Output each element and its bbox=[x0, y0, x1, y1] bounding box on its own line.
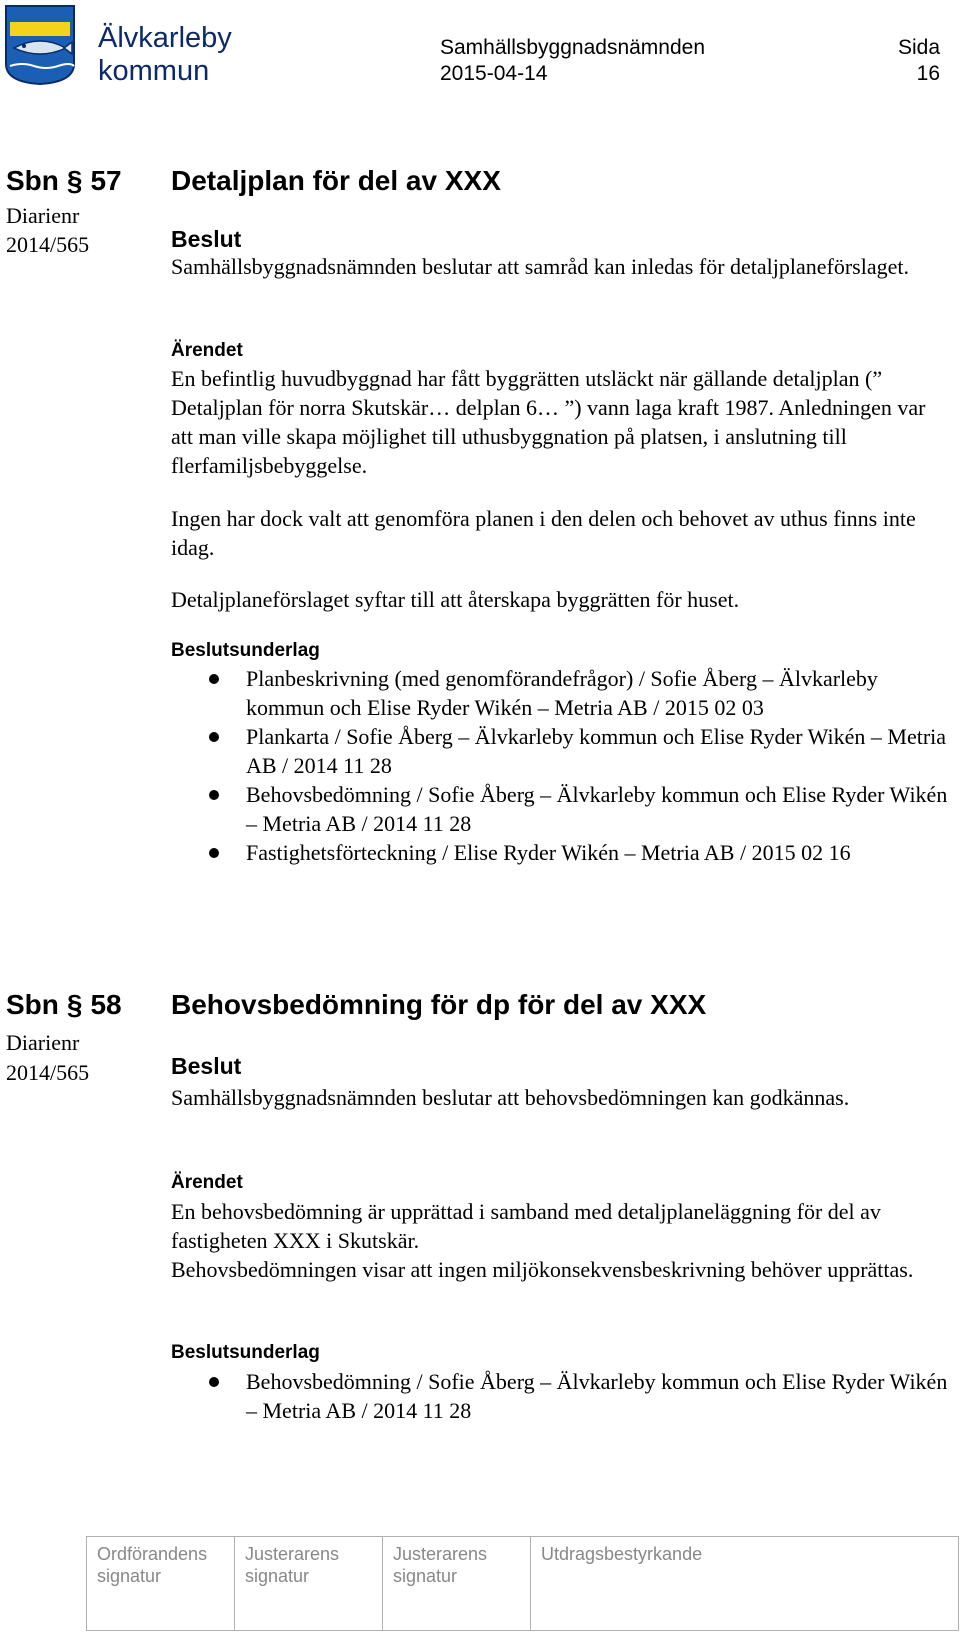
para-number: 57 bbox=[90, 165, 122, 196]
logo-wordmark bbox=[98, 22, 232, 88]
list-item: Fastighetsförteckning / Elise Ryder Wikén – Metria AB / 2015 02 16 bbox=[171, 838, 951, 867]
beslut-text: Samhällsbyggnadsnämnden beslutar att samråd kan inledas för detaljplaneförslaget. bbox=[171, 254, 909, 279]
signature-label: Ordförandens bbox=[97, 1544, 208, 1564]
arendet-paragraph-2: Behovsbedömningen visar att ingen miljökonsekvensbeskrivning behöver upprättas. bbox=[171, 1257, 914, 1282]
logo-line-2: kommun bbox=[98, 55, 210, 87]
arendet-heading: Ärendet bbox=[171, 1172, 243, 1193]
paragraph-symbol: § bbox=[66, 165, 83, 196]
beslut-text: Samhällsbyggnadsnämnden beslutar att behovsbedömningen kan godkännas. bbox=[171, 1085, 850, 1110]
beslut-heading: Beslut bbox=[171, 226, 242, 252]
header-date: 2015-04-14 bbox=[440, 62, 548, 85]
diarienr-value: 2014/565 bbox=[6, 1060, 90, 1085]
arendet-paragraph-1: En behovsbedömning är upprättad i samband med detaljplaneläggning för del av fastigheten XXX i Skutskär. bbox=[171, 1199, 881, 1253]
diarienr-value: 2014/565 bbox=[6, 232, 90, 257]
arendet-heading: Ärendet bbox=[171, 340, 243, 361]
beslut-heading: Beslut bbox=[171, 1053, 242, 1079]
signature-footer bbox=[86, 1536, 958, 1631]
signature-label: Utdragsbestyrkande bbox=[541, 1544, 703, 1564]
list-item: Behovsbedömning / Sofie Åberg – Älvkarleby kommun och Elise Ryder Wikén – Metria AB / 2014 11 28 bbox=[171, 780, 951, 838]
signature-label: signatur bbox=[393, 1566, 458, 1586]
section-58-title: Behovsbedömning för dp för del av XXX bbox=[171, 989, 707, 1020]
arendet-paragraph-1: En befintlig huvudbyggnad har fått byggrätten utsläckt när gällande detaljplan (” Detaljplan för norra Skutskär… delplan 6… ”) vann laga kraft 1987. Anledningen var att man ville skapa möjlighet till uthusbyggnation på platsen, i anslutning till flerfamiljsbebyggelse. bbox=[171, 366, 926, 478]
diarienr-label: Diarienr bbox=[6, 1030, 80, 1055]
logo-line-1: Älvkarleby bbox=[98, 22, 232, 54]
list-item: Behovsbedömning / Sofie Åberg – Älvkarleby kommun och Elise Ryder Wikén – Metria AB / 2014 11 28 bbox=[171, 1367, 951, 1425]
list-item: Plankarta / Sofie Åberg – Älvkarleby kommun och Elise Ryder Wikén – Metria AB / 2014 11 28 bbox=[171, 722, 951, 780]
para-prefix: Sbn bbox=[6, 165, 59, 196]
beslutsunderlag-heading: Beslutsunderlag bbox=[171, 640, 320, 661]
header-page-label: Sida bbox=[897, 36, 940, 59]
header-organization: Samhällsbyggnadsnämnden bbox=[440, 36, 706, 59]
section-57-number bbox=[6, 165, 122, 197]
paragraph-symbol: § bbox=[66, 989, 83, 1020]
signature-label: Justerarens bbox=[245, 1544, 340, 1564]
signature-label: signatur bbox=[97, 1566, 162, 1586]
signature-label: signatur bbox=[245, 1566, 310, 1586]
header-page-number: 16 bbox=[916, 62, 940, 85]
beslutsunderlag-list bbox=[171, 664, 951, 867]
signature-box-chair bbox=[86, 1536, 235, 1631]
signature-box-adjuster-2 bbox=[382, 1536, 531, 1631]
para-prefix: Sbn bbox=[6, 989, 59, 1020]
arendet-paragraph-2: Ingen har dock valt att genomföra planen i den delen och behovet av uthus finns inte idag. bbox=[171, 506, 916, 560]
signature-box-certification bbox=[530, 1536, 959, 1631]
diarienr-label: Diarienr bbox=[6, 203, 80, 228]
list-item: Planbeskrivning (med genomförandefrågor) / Sofie Åberg – Älvkarleby kommun och Elise Ryder Wikén – Metria AB / 2015 02 03 bbox=[171, 664, 951, 722]
para-number: 58 bbox=[90, 989, 122, 1020]
arendet-paragraph-3: Detaljplaneförslaget syftar till att återskapa byggrätten för huset. bbox=[171, 587, 740, 612]
signature-label: Justerarens bbox=[393, 1544, 488, 1564]
section-58-number bbox=[6, 989, 122, 1021]
section-57-title: Detaljplan för del av XXX bbox=[171, 165, 501, 196]
signature-box-adjuster-1 bbox=[234, 1536, 383, 1631]
beslutsunderlag-heading: Beslutsunderlag bbox=[171, 1342, 320, 1363]
municipality-logo bbox=[4, 4, 76, 86]
beslutsunderlag-list bbox=[171, 1367, 951, 1425]
